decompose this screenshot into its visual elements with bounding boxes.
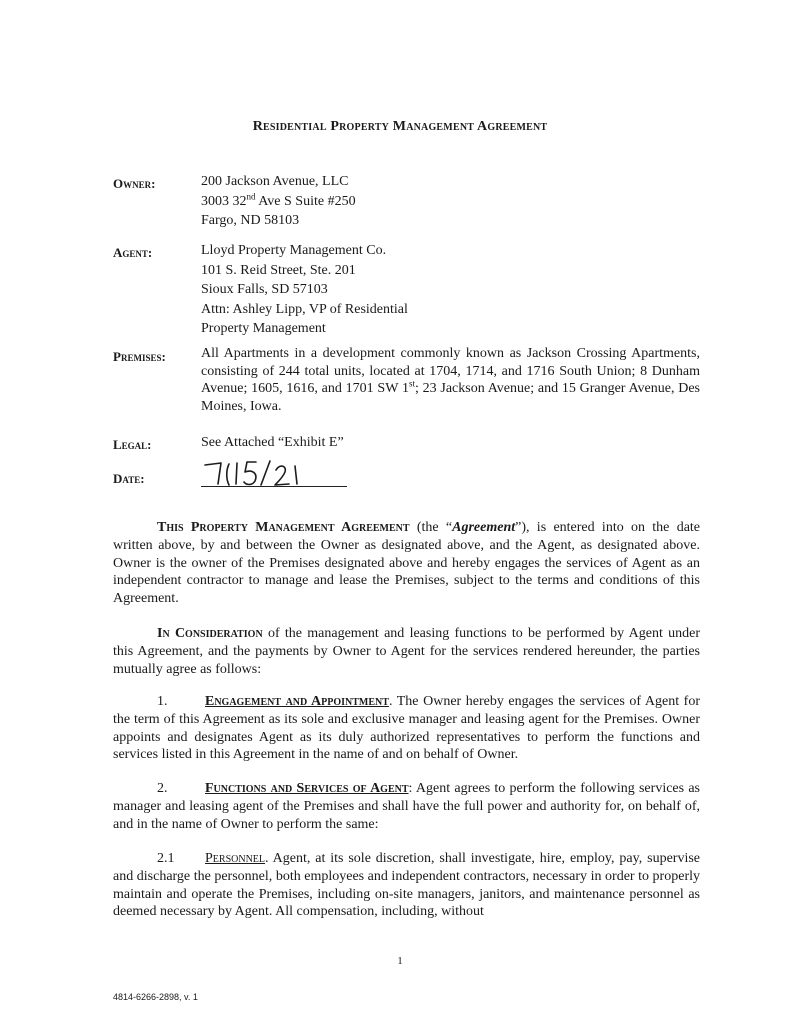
owner-name: 200 Jackson Avenue, LLC [201,174,349,189]
section-2-heading: Functions and Services of Agent [205,781,409,796]
legal-value: See Attached “Exhibit E” [201,435,344,450]
agent-name: Lloyd Property Management Co. [201,243,387,258]
agent-attn: Attn: Ashley Lipp, VP of Residential [201,301,408,317]
intro-paragraph: This Property Management Agreement (the “Agreement”), is entered into on the date written above, by and between the Owner as designated above, and the Agent, as designated above. Owner is the owner of the Premises designated above and hereby engages the services of Agent as an independent contractor to manage and lease the Premises, subject to the terms and conditions of this Agreement. [113,520,701,607]
agent-city: Sioux Falls, SD 57103 [201,282,328,297]
agent-label: Agent: [113,245,153,260]
section-2: 2. Functions and Services of Agent: Agent agrees to perform the following services as manager and leasing agent of the Premises and shall have the full power and authority for, on behalf of, and in the name of Owner to perform the same: [113,781,701,832]
section-1-heading: Engagement and Appointment [205,694,389,709]
section-2-1: 2.1 Personnel. Agent, at its sole discretion, shall investigate, hire, employ, pay, supervise and discharge the personnel, both employees and independent contractors, necessary in order to properly maintain and operate the Premises, including on-site managers, janitors, and maintenance personnel as deemed necessary by Agent. All compensation, including, without [113,851,700,920]
premises-label: Premises: [113,349,166,364]
agent-address [201,241,408,339]
document-id: 4814-6266-2898, v. 1 [113,992,198,1002]
section-2-1-heading: Personnel [205,851,266,866]
owner-label: Owner: [113,176,156,191]
owner-city: Fargo, ND 58103 [201,213,300,228]
section-1: 1. Engagement and Appointment. The Owner hereby engages the services of Agent for the term of this Agreement as its sole and exclusive manager and leasing agent for the Premises. Owner appoints and designates Agent as its duly authorized representatives to perform the functions and services listed in this Agreement in the name of and on behalf of Owner. [113,694,700,763]
date-signature-line [201,454,347,487]
agent-attn-cont: Property Management [201,321,326,336]
date-label: Date: [113,471,145,486]
owner-address [201,172,356,231]
agent-street: 101 S. Reid Street, Ste. 201 [201,262,356,278]
consideration-paragraph: In Consideration of the management and leasing functions to be performed by Agent under this Agreement, and the payments by Owner to Agent for the services rendered hereunder, the parties mutually agree as follows: [113,626,700,677]
premises-description: All Apartments in a development commonly known as Jackson Crossing Apartments, consisting of 244 total units, located at 1704, 1714, and 1716 South Union; 8 Dunham Avenue; 1605, 1616, and 1701 SW 1st; 23 Jackson Avenue; and 15 Granger Avenue, Des Moines, Iowa. [201,346,700,414]
legal-label: Legal: [113,437,152,452]
handwritten-date [201,454,347,488]
page-number: 1 [397,955,403,967]
owner-street: 3003 32nd Ave S Suite #250 [201,190,356,209]
document-title: Residential Property Management Agreement [252,119,548,134]
